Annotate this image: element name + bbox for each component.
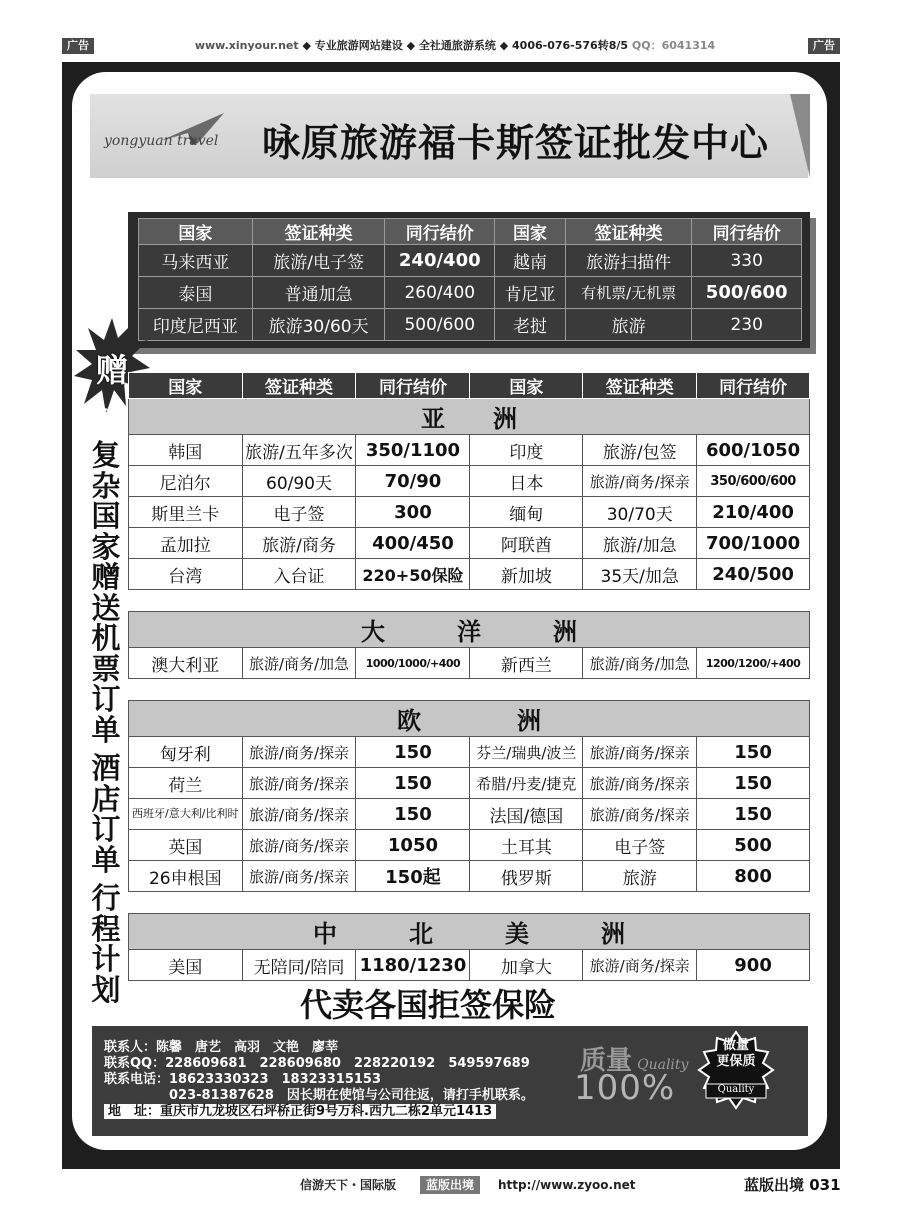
page-title: 咏原旅游福卡斯签证批发中心 bbox=[262, 120, 770, 165]
price-cell: 500 bbox=[697, 830, 810, 861]
price-cell: 330 bbox=[692, 245, 802, 277]
gift-badge-char: 赠 bbox=[96, 351, 129, 389]
table-row bbox=[129, 435, 810, 466]
header-cell: 同行结价 bbox=[356, 373, 470, 399]
table-row bbox=[129, 528, 810, 559]
header-cell: 签证种类 bbox=[242, 373, 356, 399]
table-row bbox=[139, 309, 802, 341]
visa-type-cell: 旅游/电子签 bbox=[252, 245, 385, 277]
visa-type-cell: 旅游/商务/探亲 bbox=[583, 737, 697, 768]
table-row bbox=[129, 466, 810, 497]
visa-type-cell: 35天/加急 bbox=[583, 559, 697, 590]
country-cell: 匈牙利 bbox=[129, 737, 243, 768]
price-cell: 150 bbox=[697, 768, 810, 799]
visa-type-cell: 旅游/商务/加急 bbox=[583, 648, 697, 679]
country-cell: 西班牙/意大利/比利时 bbox=[129, 799, 243, 830]
contact-lines bbox=[104, 1040, 534, 1120]
price-cell: 240/400 bbox=[385, 245, 495, 277]
spacer-row bbox=[129, 679, 810, 701]
seal-text bbox=[706, 1038, 766, 1070]
price-cell: 350/600/600 bbox=[697, 466, 810, 497]
price-cell: 600/1050 bbox=[697, 435, 810, 466]
table-row bbox=[129, 497, 810, 528]
banner-corner bbox=[790, 94, 810, 178]
contact-box bbox=[92, 1026, 808, 1136]
visa-type-cell: 旅游/加急 bbox=[583, 528, 697, 559]
contact-people: 联系人：陈馨 唐艺 高羽 文艳 廖莘 bbox=[104, 1040, 339, 1055]
ad-tag-left: 广告 bbox=[62, 38, 94, 54]
price-cell: 210/400 bbox=[697, 497, 810, 528]
country-cell: 法国/德国 bbox=[470, 799, 583, 830]
country-cell: 日本 bbox=[470, 466, 583, 497]
header-cell: 同行结价 bbox=[385, 219, 495, 245]
footer-badge: 蓝版出境 bbox=[420, 1176, 480, 1194]
country-cell: 希腊/丹麦/捷克 bbox=[470, 768, 583, 799]
main-visa-table bbox=[128, 372, 810, 981]
country-cell: 新加坡 bbox=[470, 559, 583, 590]
region-title: 中 北 美 洲 bbox=[129, 914, 810, 950]
country-cell: 芬兰/瑞典/波兰 bbox=[470, 737, 583, 768]
side-vertical-text: 复 杂 国 家 赠 送 机 票 订 单 酒 店 订 单 行 程 计 划 bbox=[91, 438, 121, 1007]
visa-type-cell: 旅游/包签 bbox=[583, 435, 697, 466]
region-row-oceania bbox=[129, 612, 810, 648]
country-cell: 孟加拉 bbox=[129, 528, 243, 559]
contact-phone: 联系电话：18623330323 18323315153 bbox=[104, 1072, 381, 1087]
header-cell: 国家 bbox=[139, 219, 253, 245]
country-cell: 缅甸 bbox=[470, 497, 583, 528]
price-cell: 150 bbox=[697, 799, 810, 830]
visa-type-cell: 旅游/商务/加急 bbox=[242, 648, 356, 679]
header-cell: 签证种类 bbox=[252, 219, 385, 245]
table-row bbox=[139, 245, 802, 277]
seal-line-1: 做量 bbox=[722, 1038, 749, 1053]
country-cell: 肯尼亚 bbox=[495, 277, 566, 309]
top-site-url[interactable]: www.xinyour.net bbox=[194, 39, 299, 52]
price-cell: 150 bbox=[356, 737, 470, 768]
price-cell: 1000/1000/+400 bbox=[356, 648, 470, 679]
region-row-asia bbox=[129, 399, 810, 435]
spacer bbox=[129, 590, 810, 612]
seal-line-2: 更保质 bbox=[716, 1054, 756, 1069]
price-cell: 300 bbox=[356, 497, 470, 528]
visa-type-cell: 旅游 bbox=[565, 309, 691, 341]
country-cell: 印度 bbox=[470, 435, 583, 466]
region-title: 亚 洲 bbox=[129, 399, 810, 435]
contact-phone-2: 023-81387628 因长期在使馆与公司往返，请打手机联系。 bbox=[104, 1088, 534, 1103]
spacer bbox=[129, 892, 810, 914]
price-cell: 70/90 bbox=[356, 466, 470, 497]
price-cell: 700/1000 bbox=[697, 528, 810, 559]
country-cell: 越南 bbox=[495, 245, 566, 277]
contact-qq: 联系QQ：228609681 228609680 228220192 549597689 bbox=[104, 1056, 530, 1071]
price-cell: 220+50保险 bbox=[356, 559, 470, 590]
country-cell: 马来西亚 bbox=[139, 245, 253, 277]
header-cell: 国家 bbox=[470, 373, 583, 399]
logo-text: yongyuan travel bbox=[104, 133, 219, 149]
price-cell: 500/600 bbox=[385, 309, 495, 341]
top-visa-table bbox=[138, 218, 802, 341]
region-title: 欧 洲 bbox=[129, 701, 810, 737]
contact-address: 地 址：重庆市九龙坡区石坪桥正街9号万科.西九二栋2单元1413 bbox=[104, 1104, 496, 1119]
country-cell: 26申根国 bbox=[129, 861, 243, 892]
price-cell: 1200/1200/+400 bbox=[697, 648, 810, 679]
region-row-north-america bbox=[129, 914, 810, 950]
visa-type-cell: 旅游/商务 bbox=[242, 528, 356, 559]
visa-type-cell: 旅游30/60天 bbox=[252, 309, 385, 341]
visa-type-cell: 普通加急 bbox=[252, 277, 385, 309]
visa-type-cell: 30/70天 bbox=[583, 497, 697, 528]
price-cell: 230 bbox=[692, 309, 802, 341]
country-cell: 新西兰 bbox=[470, 648, 583, 679]
top-qq: QQ：6041314 bbox=[631, 39, 716, 52]
table-row bbox=[129, 830, 810, 861]
visa-type-cell: 旅游/商务/探亲 bbox=[583, 950, 697, 981]
ad-tag-right: 广告 bbox=[808, 38, 840, 54]
footer-url[interactable]: http://www.zyoo.net bbox=[498, 1178, 636, 1192]
table-row bbox=[129, 861, 810, 892]
price-cell: 150 bbox=[697, 737, 810, 768]
country-cell: 阿联酋 bbox=[470, 528, 583, 559]
top-promo-line bbox=[110, 38, 800, 54]
visa-type-cell: 入台证 bbox=[242, 559, 356, 590]
country-cell: 台湾 bbox=[129, 559, 243, 590]
visa-type-cell: 旅游/商务/探亲 bbox=[242, 830, 356, 861]
region-row-europe bbox=[129, 701, 810, 737]
spacer-row bbox=[129, 892, 810, 914]
country-cell: 老挝 bbox=[495, 309, 566, 341]
table-row bbox=[129, 950, 810, 981]
table-row bbox=[129, 768, 810, 799]
country-cell: 土耳其 bbox=[470, 830, 583, 861]
country-cell: 俄罗斯 bbox=[470, 861, 583, 892]
visa-type-cell: 旅游/商务/探亲 bbox=[242, 768, 356, 799]
table-header-row bbox=[139, 219, 802, 245]
country-cell: 斯里兰卡 bbox=[129, 497, 243, 528]
country-cell: 印度尼西亚 bbox=[139, 309, 253, 341]
visa-type-cell: 旅游/商务/探亲 bbox=[242, 737, 356, 768]
price-cell: 800 bbox=[697, 861, 810, 892]
footer-left-text: 信游天下・国际版 bbox=[300, 1178, 397, 1192]
price-cell: 500/600 bbox=[692, 277, 802, 309]
gift-badge-char-2: 送 bbox=[92, 408, 110, 429]
table-row bbox=[129, 559, 810, 590]
country-cell: 英国 bbox=[129, 830, 243, 861]
quality-en: Quality bbox=[637, 1057, 689, 1073]
country-cell: 荷兰 bbox=[129, 768, 243, 799]
price-cell: 350/1100 bbox=[356, 435, 470, 466]
price-cell: 260/400 bbox=[385, 277, 495, 309]
spacer-row bbox=[129, 590, 810, 612]
header-cell: 同行结价 bbox=[697, 373, 810, 399]
country-cell: 美国 bbox=[129, 950, 243, 981]
country-cell: 澳大利亚 bbox=[129, 648, 243, 679]
price-cell: 900 bbox=[697, 950, 810, 981]
spacer bbox=[129, 679, 810, 701]
region-title: 大 洋 洲 bbox=[129, 612, 810, 648]
header-cell: 国家 bbox=[495, 219, 566, 245]
header-cell: 国家 bbox=[129, 373, 243, 399]
visa-type-cell: 旅游/商务/探亲 bbox=[583, 768, 697, 799]
price-cell: 240/500 bbox=[697, 559, 810, 590]
quality-mark bbox=[574, 1040, 689, 1108]
price-cell: 150起 bbox=[356, 861, 470, 892]
quality-zh: 质量 bbox=[580, 1046, 633, 1076]
visa-type-cell: 旅游/商务/探亲 bbox=[242, 799, 356, 830]
country-cell: 尼泊尔 bbox=[129, 466, 243, 497]
quality-percent: 100% bbox=[574, 1068, 676, 1108]
price-cell: 150 bbox=[356, 799, 470, 830]
visa-type-cell: 有机票/无机票 bbox=[565, 277, 691, 309]
header-cell: 签证种类 bbox=[583, 373, 697, 399]
visa-type-cell: 电子签 bbox=[242, 497, 356, 528]
country-cell: 泰国 bbox=[139, 277, 253, 309]
insurance-title: 代卖各国拒签保险 bbox=[300, 986, 557, 1024]
visa-type-cell: 无陪同/陪同 bbox=[242, 950, 356, 981]
visa-type-cell: 旅游/商务/探亲 bbox=[242, 861, 356, 892]
visa-type-cell: 旅游/五年多次 bbox=[242, 435, 356, 466]
header-cell: 签证种类 bbox=[565, 219, 691, 245]
footer-page-number: 蓝版出境 031 bbox=[744, 1176, 841, 1194]
table-header-row bbox=[129, 373, 810, 399]
price-cell: 1050 bbox=[356, 830, 470, 861]
table-row bbox=[129, 799, 810, 830]
table-row bbox=[139, 277, 802, 309]
price-cell: 150 bbox=[356, 768, 470, 799]
seal-quality-en: Quality bbox=[717, 1084, 755, 1095]
country-cell: 加拿大 bbox=[470, 950, 583, 981]
table-row bbox=[129, 648, 810, 679]
visa-type-cell: 旅游/商务/探亲 bbox=[583, 799, 697, 830]
visa-type-cell: 60/90天 bbox=[242, 466, 356, 497]
price-cell: 1180/1230 bbox=[356, 950, 470, 981]
table-row bbox=[129, 737, 810, 768]
header-cell: 同行结价 bbox=[692, 219, 802, 245]
country-cell: 韩国 bbox=[129, 435, 243, 466]
visa-type-cell: 旅游扫描件 bbox=[565, 245, 691, 277]
price-cell: 400/450 bbox=[356, 528, 470, 559]
top-promo-text: ◆ 专业旅游网站建设 ◆ 全社通旅游系统 ◆ 4006-076-576转8/5 bbox=[302, 39, 629, 52]
visa-type-cell: 旅游/商务/探亲 bbox=[583, 466, 697, 497]
visa-type-cell: 旅游 bbox=[583, 861, 697, 892]
visa-type-cell: 电子签 bbox=[583, 830, 697, 861]
